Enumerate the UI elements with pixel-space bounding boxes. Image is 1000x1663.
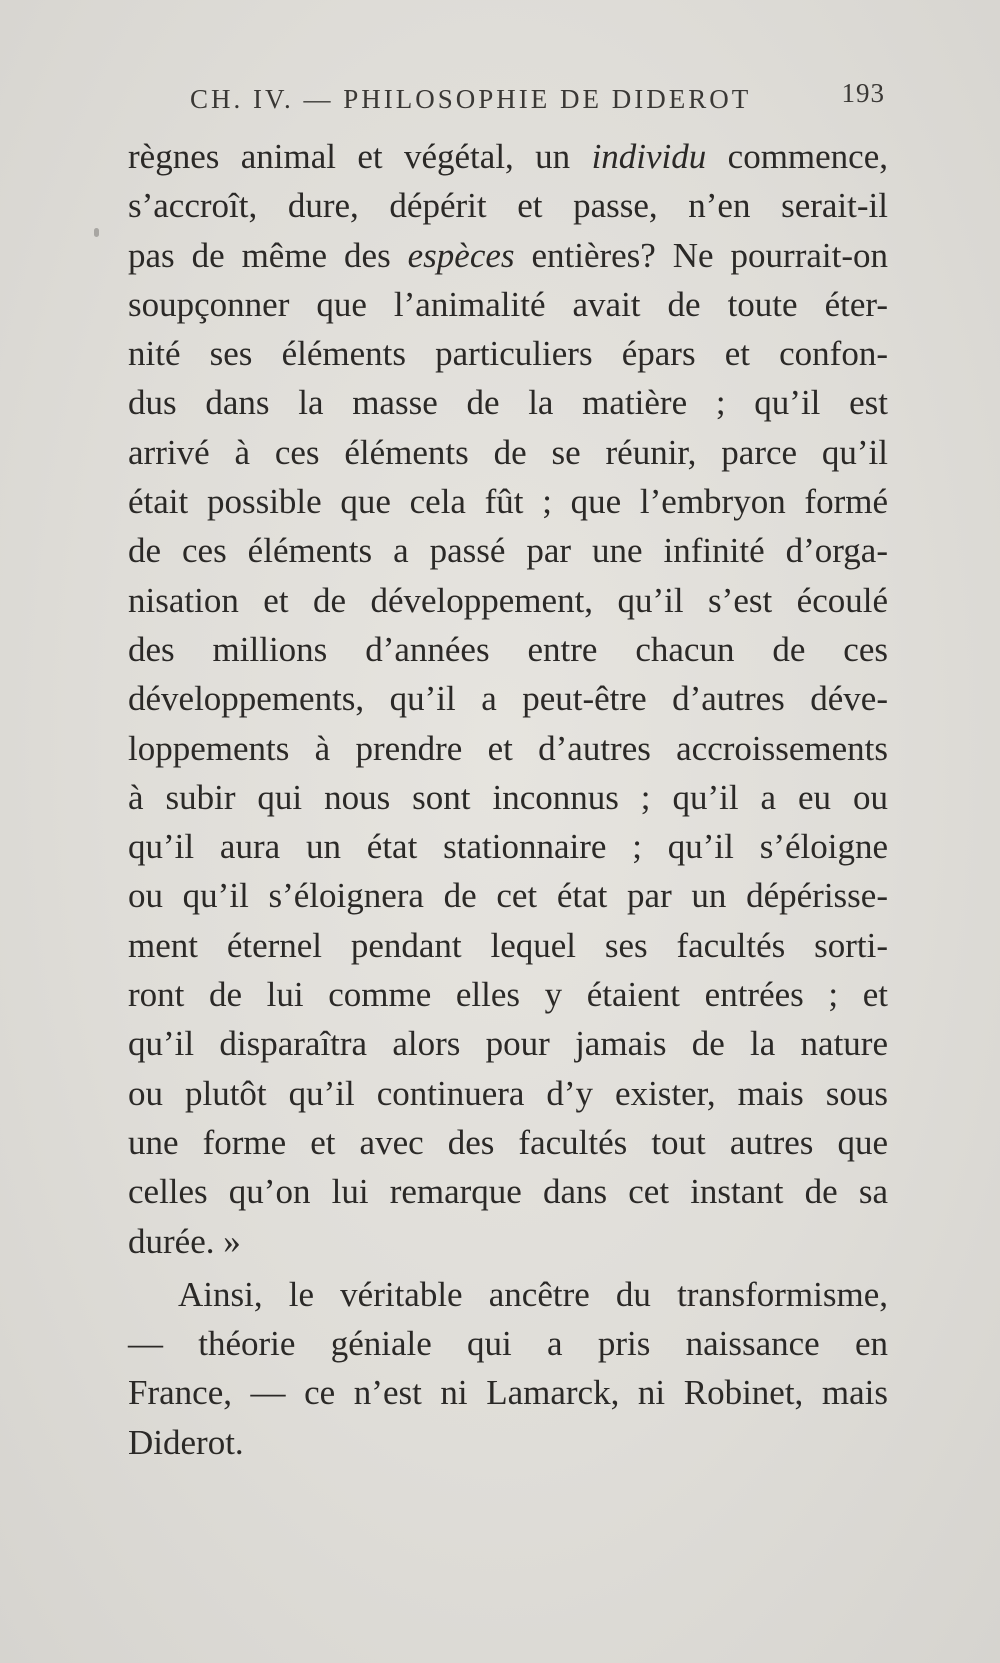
text-line: soupçonner que l’animalité avait de toute éter- bbox=[128, 284, 888, 324]
text-line: arrivé à ces éléments de se réunir, parce qu’il bbox=[128, 432, 888, 472]
text-line: Diderot. bbox=[128, 1422, 244, 1462]
paper-speck bbox=[94, 228, 99, 237]
text-line: était possible que cela fût ; que l’embryon formé bbox=[128, 482, 888, 522]
text-line: ment éternel pendant lequel ses facultés sorti- bbox=[128, 925, 888, 965]
text-line: qu’il aura un état stationnaire ; qu’il s’éloigne bbox=[128, 827, 888, 867]
paragraph-conclusion bbox=[128, 1270, 888, 1467]
text-run: commence, bbox=[706, 137, 888, 176]
italic-term-especes: espèces bbox=[407, 235, 515, 275]
text-line: s’accroît, dure, dépérit et passe, n’en serait-il bbox=[128, 186, 888, 226]
text-line: à subir qui nous sont inconnus ; qu’il a eu ou bbox=[128, 777, 888, 817]
paragraph-quote-continuation bbox=[128, 132, 888, 1266]
text-line: une forme et avec des facultés tout autres que bbox=[128, 1122, 888, 1162]
text-line: dus dans la masse de la matière ; qu’il est bbox=[128, 383, 888, 423]
page-number: 193 bbox=[841, 78, 885, 108]
text-line: nisation et de développement, qu’il s’est écoulé bbox=[128, 580, 888, 620]
italic-term-individu: individu bbox=[591, 137, 707, 176]
body-text bbox=[128, 132, 888, 1467]
running-head bbox=[190, 78, 885, 118]
text-line: développements, qu’il a peut-être d’autres déve- bbox=[128, 679, 888, 719]
text-line: ou qu’il s’éloignera de cet état par un dépérisse- bbox=[128, 876, 888, 916]
text-run: pas de même des bbox=[128, 235, 408, 275]
text-line: nité ses éléments particuliers épars et confon- bbox=[128, 334, 888, 374]
text-line: de ces éléments a passé par une infinité d’orga- bbox=[128, 531, 888, 571]
text-line bbox=[128, 231, 888, 280]
text-line: ront de lui comme elles y étaient entrées ; et bbox=[128, 975, 888, 1015]
text-line: ou plutôt qu’il continuera d’y exister, mais sous bbox=[128, 1073, 888, 1113]
text-line: — théorie géniale qui a pris naissance en bbox=[128, 1324, 888, 1364]
text-line: Ainsi, le véritable ancêtre du transformisme, bbox=[178, 1274, 888, 1314]
text-line: celles qu’on lui remarque dans cet instant de sa bbox=[128, 1172, 888, 1212]
text-line: qu’il disparaîtra alors pour jamais de la nature bbox=[128, 1024, 888, 1064]
text-line: des millions d’années entre chacun de ces bbox=[128, 629, 888, 669]
text-run: entières? Ne pourrait-on bbox=[514, 235, 888, 275]
text-line bbox=[128, 132, 888, 181]
running-title: CH. IV. — PHILOSOPHIE DE DIDEROT bbox=[190, 84, 752, 114]
text-line: loppements à prendre et d’autres accroissements bbox=[128, 728, 888, 768]
text-line: France, — ce n’est ni Lamarck, ni Robinet, mais bbox=[128, 1373, 888, 1413]
text-line: durée. » bbox=[128, 1221, 241, 1261]
text-run: règnes animal et végétal, un bbox=[128, 137, 592, 176]
